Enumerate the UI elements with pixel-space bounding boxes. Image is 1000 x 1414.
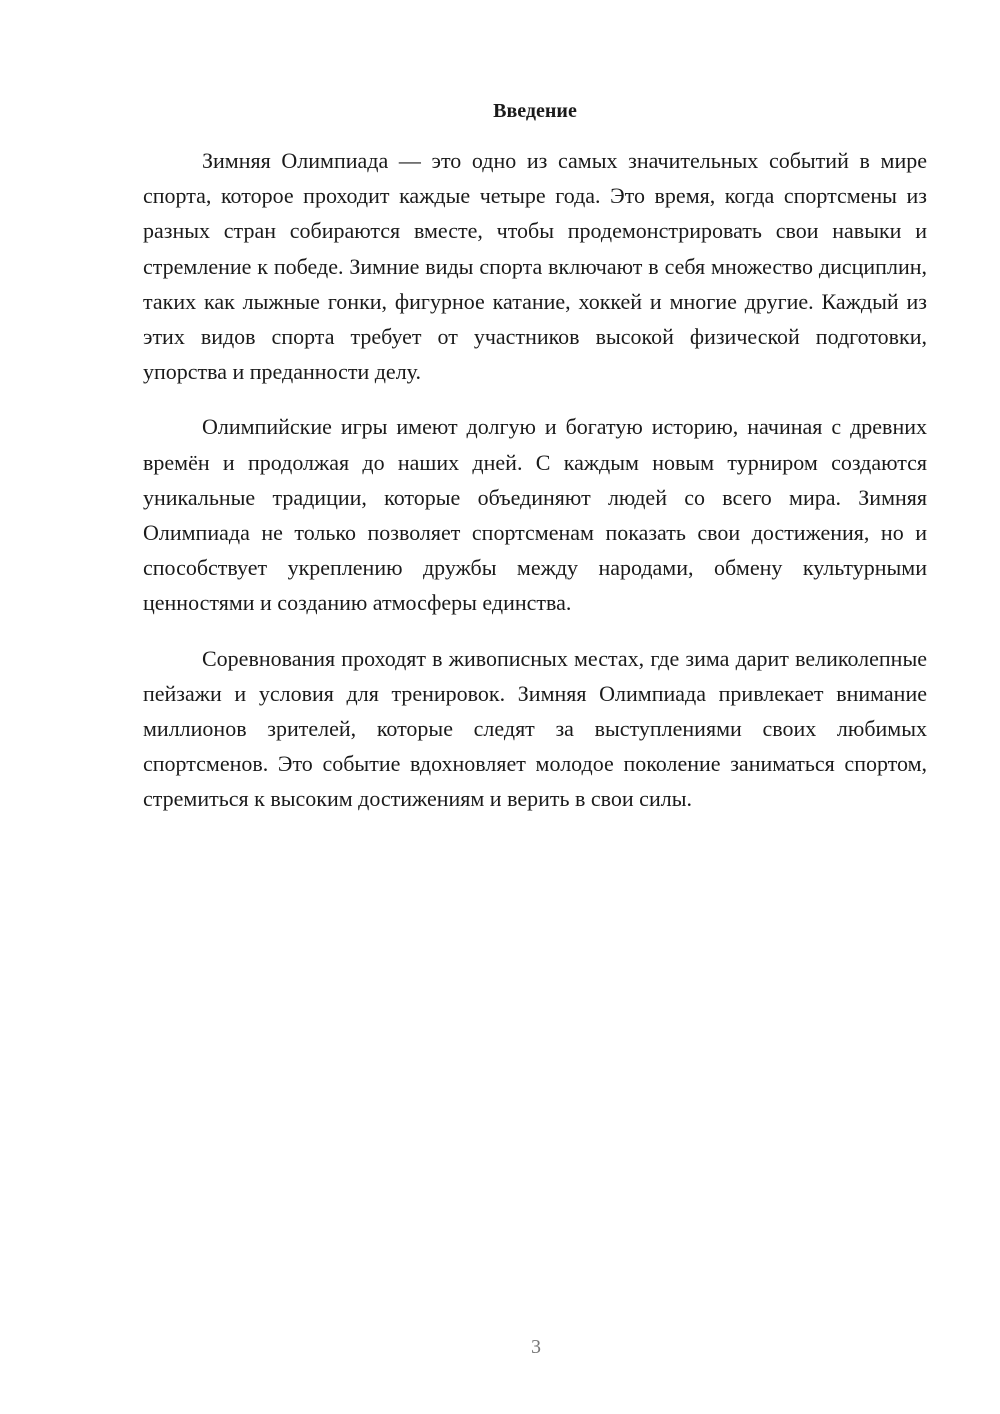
paragraph-3: Соревнования проходят в живописных местах, где зима дарит великолепные пейзажи и условия для тренировок. Зимняя Олимпиада привлекает внимание миллионов зрителей, которые следят за выступлениями своих любимых спортсменов. Это событие вдохновляет молодое поколение заниматься спортом, стремиться к высоким достижениям и верить в свои силы. [143, 645, 927, 812]
paragraph-1: Зимняя Олимпиада — это одно из самых значительных событий в мире спорта, которое проходит каждые четыре года. Это время, когда спортсмены из разных стран собираются вместе, чтобы продемонстрировать свои навыки и стремление к победе. Зимние виды спорта включают в себя множество дисциплин, таких как лыжные гонки, фигурное катание, хоккей и многие другие. Каждый из этих видов спорта требует от участников высокой физической подготовки, упорства и преданности делу. [143, 148, 927, 385]
section-title: Введение [493, 100, 577, 122]
page-number: 3 [531, 1336, 541, 1358]
paragraph-2: Олимпийские игры имеют долгую и богатую историю, начиная с древних времён и продолжая до наших дней. С каждым новым турниром создаются уникальные традиции, которые объединяют людей со всего мира. Зимняя Олимпиада не только позволяет спортсменам показать свои достижения, но и способствует укреплению дружбы между народами, обмену культурными ценностями и созданию атмосферы единства. [143, 414, 927, 616]
page-content [143, 94, 927, 837]
